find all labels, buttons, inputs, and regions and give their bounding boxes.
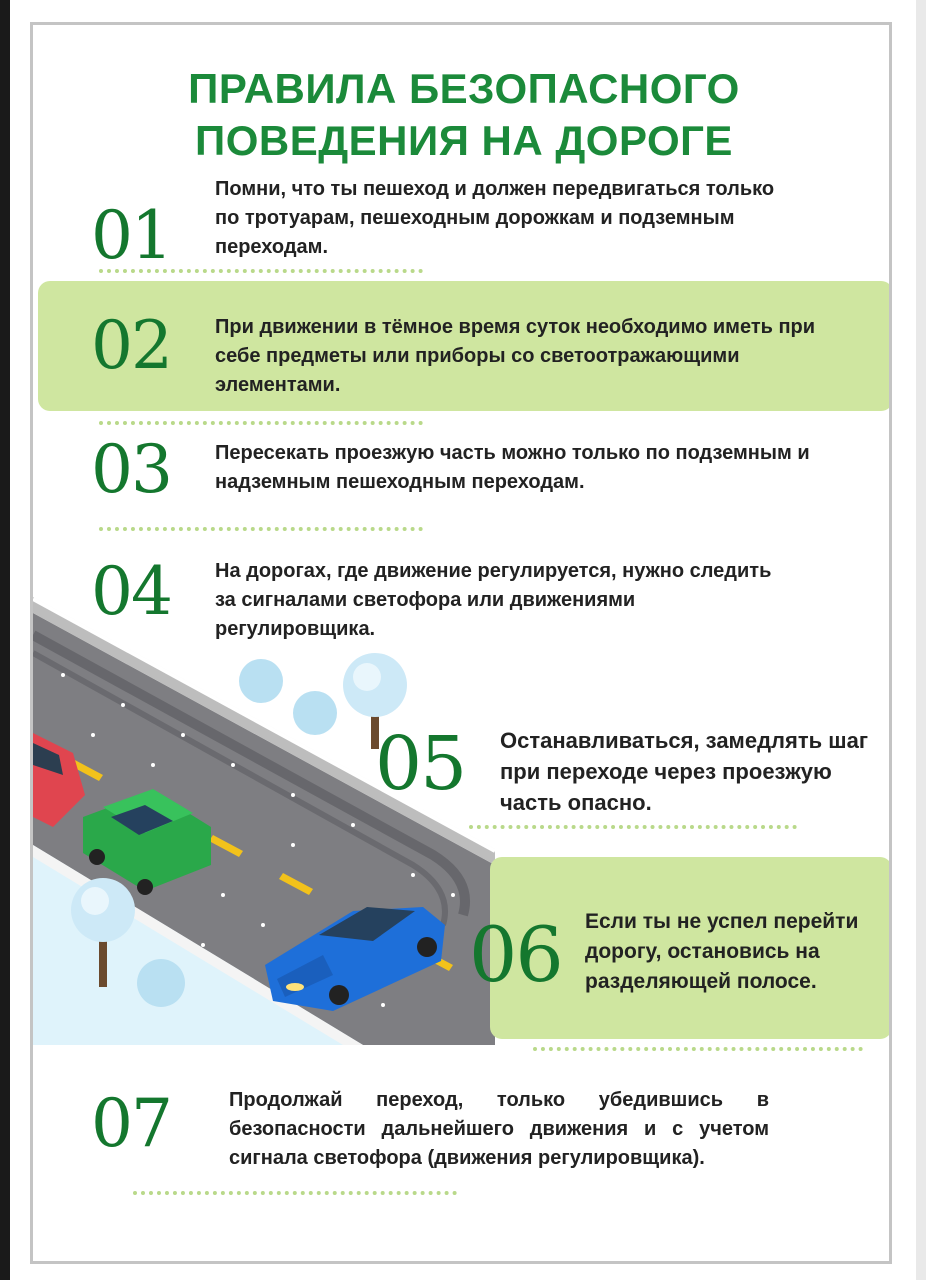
divider-07 (133, 1191, 457, 1195)
bush-2 (137, 959, 185, 1007)
divider-05 (469, 825, 797, 829)
rule-number-04: 04 (91, 553, 171, 630)
rule-text-05: Останавливаться, замедлять шаг при переходе через проезжую часть опасно. (500, 728, 868, 815)
right-edge-strip (916, 0, 926, 1280)
divider-03 (99, 527, 423, 531)
divider-06 (533, 1047, 863, 1051)
title-line-2: ПОВЕДЕНИЯ НА ДОРОГЕ (195, 117, 733, 164)
rule-text-04: На дорогах, где движение регулируется, нужно следить за сигналами светофора или движениями регулировщика. (215, 560, 772, 640)
rule-number-01: 01 (91, 197, 171, 274)
rule-text-01: Помни, что ты пешеход и должен передвигаться только по тротуарам, пешеходным дорожкам и подземным переходам. (215, 178, 775, 258)
rule-text-02: При движении в тёмное время суток необходимо иметь при себе предметы или приборы со светоотражающими элементами. (215, 316, 816, 396)
left-edge-strip (0, 0, 10, 1280)
rule-number-02: 02 (91, 307, 171, 384)
rule-text-06: Если ты не успел перейти дорогу, остановись на разделяющей полосе. (585, 910, 859, 993)
rule-text-07: Продолжай переход, только убедившись в безопасности дальнейшего движения и с учетом сигнала светофора (движения регулировщика). (229, 1089, 769, 1169)
title-line-1: ПРАВИЛА БЕЗОПАСНОГО (188, 65, 740, 112)
rule-number-07: 07 (91, 1085, 171, 1162)
divider-02 (99, 421, 423, 425)
divider-01 (99, 269, 423, 273)
poster (30, 22, 892, 1264)
poster-title (33, 63, 892, 167)
rule-number-06: 06 (469, 910, 562, 999)
rule-number-03: 03 (91, 431, 171, 508)
road-illustration (33, 595, 495, 1045)
rule-number-05: 05 (375, 721, 466, 807)
rule-text-03: Пересекать проезжую часть можно только по подземным и надземным пешеходным переходам. (215, 442, 810, 493)
